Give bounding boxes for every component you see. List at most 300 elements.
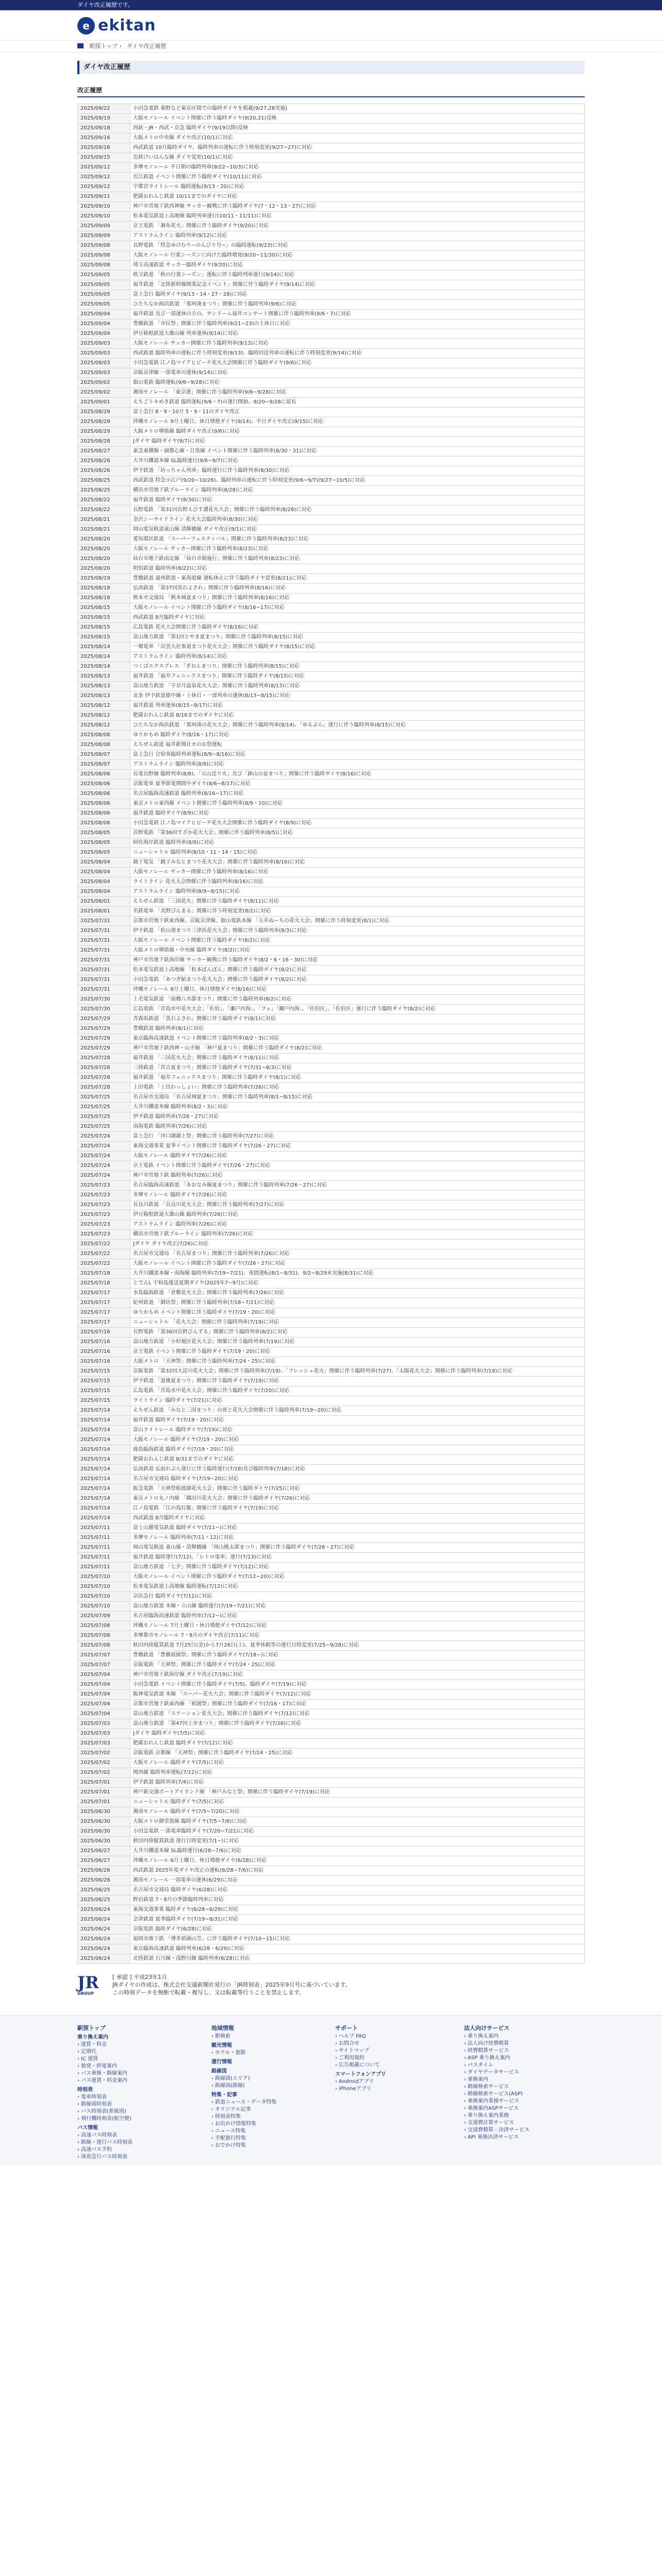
table-row bbox=[78, 985, 585, 995]
footer-link[interactable]: › ニュース特集 bbox=[211, 2128, 277, 2135]
row-description: 湘南モノレール 臨時ダイヤ(7/5~7/20)に対応 bbox=[130, 1807, 585, 1817]
row-date: 2025/09/15 bbox=[78, 153, 130, 163]
row-description: えちぜん鉄道 「三国花火」開催に伴う臨時ダイヤ(8/11)に対応 bbox=[130, 897, 585, 907]
footer-link[interactable]: › 運賃・料金 bbox=[77, 2041, 133, 2048]
row-date: 2025/07/03 bbox=[78, 1739, 130, 1749]
table-row bbox=[78, 133, 585, 143]
table-row bbox=[78, 182, 585, 192]
row-description: 多摩モノレール 平日朝の臨時列車(9/22~10/3)に対応 bbox=[130, 163, 585, 173]
row-date: 2025/07/14 bbox=[78, 1514, 130, 1523]
footer-link[interactable]: › 始発・終電案内 bbox=[77, 2063, 133, 2070]
row-date: 2025/07/10 bbox=[78, 1602, 130, 1612]
row-description: 熊本市交通局 「熊本城夏まつり」開催に伴う臨時列車(8/16)に対応 bbox=[130, 594, 585, 603]
row-date: 2025/08/28 bbox=[78, 437, 130, 447]
table-row bbox=[78, 241, 585, 251]
row-description: 秩父鉄道 「秋の行楽シーズン」運転に伴う臨時列車運行(9/14)に対応 bbox=[130, 270, 585, 280]
footer-link[interactable]: › Androidアプリ bbox=[335, 2078, 386, 2086]
row-date: 2025/09/03 bbox=[78, 349, 130, 359]
footer-link[interactable]: › ホテル・旅館 bbox=[211, 2049, 277, 2057]
footer-link[interactable]: › 路線検索サービス(ASP) bbox=[464, 2091, 529, 2098]
row-date: 2025/07/10 bbox=[78, 1572, 130, 1582]
table-row bbox=[78, 740, 585, 750]
table-row bbox=[78, 1778, 585, 1788]
table-row bbox=[78, 1895, 585, 1905]
row-date: 2025/07/31 bbox=[78, 917, 130, 926]
row-date: 2025/08/12 bbox=[78, 721, 130, 731]
row-description: ライトライン 花火大会開催に伴う臨時列車(8/16)に対応 bbox=[130, 877, 585, 887]
table-row bbox=[78, 1749, 585, 1758]
table-row bbox=[78, 672, 585, 682]
row-date: 2025/09/10 bbox=[78, 202, 130, 212]
footer-link[interactable]: › 高速バス時刻表 bbox=[77, 2132, 133, 2139]
footer-link[interactable]: › IC 運賃 bbox=[77, 2056, 133, 2063]
row-date: 2025/07/14 bbox=[78, 1484, 130, 1494]
top-notice-bar bbox=[0, 0, 662, 10]
row-date: 2025/08/15 bbox=[78, 623, 130, 633]
footer-link[interactable]: › 時刻表特集 bbox=[211, 2113, 277, 2121]
footer-link[interactable]: › お問合せ bbox=[335, 2040, 386, 2047]
table-row bbox=[78, 633, 585, 642]
section-title: 改正履歴 bbox=[77, 86, 585, 97]
footer-link[interactable]: › バス時刻表(系統別) bbox=[77, 2108, 133, 2115]
table-row bbox=[78, 1347, 585, 1357]
row-date: 2025/08/05 bbox=[78, 828, 130, 838]
row-description: 伊豆箱根鉄道大雄山線 臨時列車(7/26)に対応 bbox=[130, 1210, 585, 1220]
row-description: 神戸市営地下鉄海岸線 サッカー観戦に伴う臨時ダイヤ(8/2・6・16・30)に対応 bbox=[130, 956, 585, 965]
footer-link[interactable]: › iPhoneアプリ bbox=[335, 2086, 386, 2093]
row-date: 2025/07/01 bbox=[78, 1798, 130, 1807]
footer-group-title[interactable]: 運行情報 bbox=[211, 2059, 232, 2065]
row-description: 名鉄電車 「美野ぴんまる」開催に伴う時刻変更(8/2)に対応 bbox=[130, 907, 585, 917]
table-row bbox=[78, 975, 585, 985]
row-description: 東海交通事業 臨時ダイヤ(6/28~6/29)に対応 bbox=[130, 1905, 585, 1915]
row-date: 2025/07/16 bbox=[78, 1347, 130, 1357]
table-row bbox=[78, 456, 585, 466]
table-row bbox=[78, 1240, 585, 1249]
footer-link[interactable]: › 乗換案内ASPサービス bbox=[464, 2105, 529, 2112]
row-description: 富山地方鉄道 「七夕」開催に伴う臨時ダイヤ(7/12)に対応 bbox=[130, 1563, 585, 1572]
footer-link[interactable]: › パスタイム bbox=[464, 2062, 529, 2069]
row-date: 2025/07/14 bbox=[78, 1475, 130, 1484]
table-row bbox=[78, 965, 585, 975]
table-row bbox=[78, 192, 585, 202]
row-date: 2025/07/22 bbox=[78, 1249, 130, 1259]
row-date: 2025/07/17 bbox=[78, 1289, 130, 1298]
breadcrumb-home-link[interactable]: 駅探トップ bbox=[89, 43, 118, 49]
row-description: 長野電鉄 「特急ゆけむり~のんびり号~」の臨時運転(9/23)に対応 bbox=[130, 241, 585, 251]
row-description: 京浜急行 臨時ダイヤ(7/12)に対応 bbox=[130, 1592, 585, 1602]
table-row bbox=[78, 1318, 585, 1328]
row-description: 富山地方鉄道 「宇奈月温泉花火大会」開催に伴う臨時列車(8/13)に対応 bbox=[130, 682, 585, 691]
row-description: 西武鉄道 10月臨時ダイヤ、臨時列車の運転に伴う時刻変更(9/27~27)に対応 bbox=[130, 143, 585, 153]
row-description: 広島電鉄 「宮島水中花火大会」開催に伴う臨時ダイヤ(7/20)に対応 bbox=[130, 1386, 585, 1396]
footer-column-heading[interactable]: サポート bbox=[335, 2025, 358, 2031]
table-row bbox=[78, 1112, 585, 1122]
table-row bbox=[78, 1494, 585, 1504]
row-date: 2025/07/09 bbox=[78, 1612, 130, 1621]
row-description: 大阪モノレール サッカー開催に伴う臨時列車(8/16)に対応 bbox=[130, 868, 585, 877]
table-row bbox=[78, 1191, 585, 1200]
row-date: 2025/08/15 bbox=[78, 603, 130, 613]
footer-column-heading[interactable]: 駅探トップ bbox=[77, 2025, 106, 2031]
row-date: 2025/07/15 bbox=[78, 1396, 130, 1406]
table-row bbox=[78, 290, 585, 300]
row-description: 名古屋市交通局 臨時ダイヤ(6/28)に対応 bbox=[130, 1886, 585, 1895]
table-row bbox=[78, 1132, 585, 1142]
row-description: 多摩モノレール 臨時ダイヤ(7/26)に対応 bbox=[130, 1191, 585, 1200]
table-row bbox=[78, 1259, 585, 1269]
table-row bbox=[78, 1328, 585, 1337]
home-icon[interactable] bbox=[77, 43, 84, 48]
row-date: 2025/07/23 bbox=[78, 1191, 130, 1200]
row-description: 秋田内陸縦貫鉄道 運行日時変更(7/1~)に対応 bbox=[130, 1837, 585, 1846]
footer-column-heading[interactable]: 法人向けサービス bbox=[464, 2025, 509, 2031]
row-description: 仙台市地下鉄南北線 「仙台市制施行」開催に伴う臨時列車(8/23)に対応 bbox=[130, 554, 585, 564]
table-row bbox=[78, 1279, 585, 1289]
footer-link[interactable]: › 路線・運行バス時刻表 bbox=[77, 2139, 133, 2146]
site-header bbox=[0, 10, 662, 40]
row-description: 北陸鉄道 石川線・浅野川線 臨時列車(6/28)に対応 bbox=[130, 1954, 585, 1964]
row-date: 2025/08/20 bbox=[78, 545, 130, 554]
table-row bbox=[78, 398, 585, 408]
row-description: 富山地方鉄道 「第1回とやま夏まつり」開催に伴う臨時列車(8/15)に対応 bbox=[130, 633, 585, 642]
footer-link[interactable]: › 飛行機時刻表(航空便) bbox=[77, 2115, 133, 2123]
row-date: 2025/08/04 bbox=[78, 858, 130, 868]
row-date: 2025/09/03 bbox=[78, 359, 130, 368]
table-row bbox=[78, 349, 585, 359]
row-date: 2025/07/02 bbox=[78, 1749, 130, 1758]
row-date: 2025/09/04 bbox=[78, 319, 130, 329]
table-row bbox=[78, 1612, 585, 1621]
table-row bbox=[78, 956, 585, 965]
footer-link[interactable]: › 定期代 bbox=[77, 2048, 133, 2056]
row-date: 2025/08/22 bbox=[78, 505, 130, 515]
footer-link[interactable]: › 路線図(路線) bbox=[211, 2082, 277, 2090]
row-description: 福井鉄道 「福井フェニックスまつり」開催に伴う臨時ダイヤ(8/15)に対応 bbox=[130, 672, 585, 682]
table-row bbox=[78, 1768, 585, 1778]
row-description: ひたちなか海浜鉄道 「那珂湊まつり」開催に伴う臨時列車(9/6)に対応 bbox=[130, 300, 585, 310]
row-date: 2025/07/23 bbox=[78, 1230, 130, 1240]
table-row bbox=[78, 359, 585, 368]
row-description: 富士急行 「河口湖湖上祭」開催に伴う臨時列車(7/27)に対応 bbox=[130, 1132, 585, 1142]
row-date: 2025/09/11 bbox=[78, 192, 130, 202]
row-description: 京王電鉄 イベント開催に伴う臨時ダイヤ(7/19・20)に対応 bbox=[130, 1347, 585, 1357]
footer-link[interactable]: › 電車時刻表 bbox=[77, 2094, 133, 2101]
row-date: 2025/08/06 bbox=[78, 789, 130, 799]
footer-group-title[interactable]: 乗り換え案内 bbox=[77, 2035, 108, 2040]
row-description: 富山地方鉄道 「小杉地区花火大会」開催に伴う臨時列車(7/19)に対応 bbox=[130, 1337, 585, 1347]
row-date: 2025/07/03 bbox=[78, 1729, 130, 1739]
row-date: 2025/08/08 bbox=[78, 740, 130, 750]
footer-link[interactable]: › サイトマップ bbox=[335, 2047, 386, 2055]
row-description: 宇都宮ライトレール 臨時運転(9/13・20)に対応 bbox=[130, 182, 585, 192]
table-row bbox=[78, 222, 585, 231]
table-row bbox=[78, 1416, 585, 1426]
row-date: 2025/09/18 bbox=[78, 124, 130, 133]
row-date: 2025/07/10 bbox=[78, 1592, 130, 1602]
row-description: 伊豆箱根鉄道大雄山線 列車運休(9/14)に対応 bbox=[130, 329, 585, 339]
row-description: 埼玉高速鉄道 サッカー臨時ダイヤ(9/20)に対応 bbox=[130, 261, 585, 270]
row-description: 京阪京津線 一部電車の運休(9/14)に対応 bbox=[130, 368, 585, 378]
footer-link[interactable]: › バス乗換・路線案内 bbox=[77, 2070, 133, 2077]
row-date: 2025/07/31 bbox=[78, 956, 130, 965]
footer-link[interactable]: › ダイヤデータサービス bbox=[464, 2069, 529, 2076]
row-description: 関西線 臨時列車運転(7/12)に対応 bbox=[130, 1768, 585, 1778]
row-date: 2025/07/14 bbox=[78, 1465, 130, 1475]
table-row bbox=[78, 1866, 585, 1876]
row-date: 2025/07/11 bbox=[78, 1523, 130, 1533]
row-description: 福井鉄道 「三国花火大会」開催に伴う臨時ダイヤ(8/11)に対応 bbox=[130, 1054, 585, 1063]
table-row bbox=[78, 917, 585, 926]
table-row bbox=[78, 1680, 585, 1690]
row-description: 沖縄モノレール 9月土曜日、休日増便ダイヤ(9/14)、平日ダイヤ改正(9/15)に対応 bbox=[130, 417, 585, 427]
row-date: 2025/06/26 bbox=[78, 1876, 130, 1886]
footer-group-title[interactable]: 時刻表 bbox=[77, 2087, 93, 2093]
row-description: アストラムライン 臨時列車(8/9)に対応 bbox=[130, 760, 585, 770]
row-description: 横浜市営地下鉄ブルーライン 臨時列車(7/26)に対応 bbox=[130, 1230, 585, 1240]
table-row bbox=[78, 1690, 585, 1700]
row-description: 湘南モノレール 一部電車の運休(6/29)に対応 bbox=[130, 1876, 585, 1886]
footer-link[interactable]: › ご利用規約 bbox=[335, 2055, 386, 2062]
footer-group-title[interactable]: バス情報 bbox=[77, 2125, 98, 2131]
row-date: 2025/07/02 bbox=[78, 1758, 130, 1768]
footer-link[interactable]: › 路線検索サービス bbox=[464, 2083, 529, 2091]
footer-link[interactable]: › お出かけ情報特集 bbox=[211, 2121, 277, 2128]
row-description: 小田急電鉄 江ノ島マイアヒビーチ花火大会開催に伴う臨時ダイヤ(8/9)に対応 bbox=[130, 819, 585, 828]
footer-link[interactable]: › 駅検索 bbox=[211, 2033, 277, 2040]
row-date: 2025/08/05 bbox=[78, 848, 130, 858]
table-row bbox=[78, 388, 585, 398]
row-date: 2025/08/07 bbox=[78, 760, 130, 770]
footer-link[interactable]: › 路線図時刻表 bbox=[77, 2101, 133, 2108]
row-date: 2025/09/16 bbox=[78, 133, 130, 143]
table-row bbox=[78, 1739, 585, 1749]
footer-group-title[interactable]: 観光情報 bbox=[211, 2043, 232, 2048]
row-date: 2025/07/29 bbox=[78, 1014, 130, 1024]
row-date: 2025/07/08 bbox=[78, 1641, 130, 1651]
footer-group-title[interactable]: 特集・記事 bbox=[211, 2092, 237, 2098]
row-description: 長野電鉄 「第31回長野えびす講花火大会」開催に伴う臨時列車(8/28)に対応 bbox=[130, 505, 585, 515]
row-date: 2025/09/22 bbox=[78, 104, 130, 114]
row-description: Jダイヤ 臨時ダイヤ(7/5)に対応 bbox=[130, 1729, 585, 1739]
row-description: 愛知環状鉄道 「スーパーフェスティバル」開催に伴う臨時列車(8/23)に対応 bbox=[130, 535, 585, 545]
footer-group-title[interactable]: スマートフォンアプリ bbox=[335, 2072, 386, 2077]
table-row bbox=[78, 447, 585, 456]
jr-notice-line: [ 承認 ] 平成23年1月 bbox=[112, 1974, 168, 1980]
row-date: 2025/09/19 bbox=[78, 114, 130, 124]
row-description: 広島電鉄 花火大会開催に伴う臨時ダイヤ(8/16)に対応 bbox=[130, 623, 585, 633]
row-date: 2025/07/17 bbox=[78, 1308, 130, 1318]
footer-link[interactable]: › バス運賃・料金案内 bbox=[77, 2077, 133, 2084]
row-date: 2025/07/11 bbox=[78, 1563, 130, 1572]
table-row bbox=[78, 1709, 585, 1719]
row-date: 2025/06/24 bbox=[78, 1915, 130, 1925]
table-row bbox=[78, 1073, 585, 1083]
row-date: 2025/07/04 bbox=[78, 1690, 130, 1700]
row-description: 福井鉄道 臨時ダイヤ(8/30)に対応 bbox=[130, 496, 585, 505]
row-description: 肥薩おれんじ鉄道 8/31までのダイヤに対応 bbox=[130, 1455, 585, 1465]
row-description: 金沢シーサイドライン 花火大会臨時列車(8/30)に対応 bbox=[130, 515, 585, 525]
footer-column bbox=[335, 2025, 386, 2093]
row-description: 多摩都市モノレール 7・8月のダイヤ改正(7/11)に対応 bbox=[130, 1631, 585, 1641]
table-row bbox=[78, 926, 585, 936]
jr-notice-line: JRダイヤの作成は、株式会社交通新聞社発行の「JR時刻表」2025年9月号に基づいています。 bbox=[112, 1981, 351, 1988]
table-row bbox=[78, 564, 585, 574]
table-row bbox=[78, 1386, 585, 1396]
footer-link[interactable]: › ヘルプ FAQ bbox=[335, 2033, 386, 2040]
row-date: 2025/08/29 bbox=[78, 408, 130, 417]
row-date: 2025/08/14 bbox=[78, 642, 130, 652]
table-row bbox=[78, 848, 585, 858]
row-description: 大阪モノレール 行楽シーズンに向けた臨時増発(9/20~11/30)に対応 bbox=[130, 251, 585, 261]
footer-link[interactable]: › オリジナル記事 bbox=[211, 2106, 277, 2113]
table-row bbox=[78, 1445, 585, 1455]
table-row bbox=[78, 319, 585, 329]
row-description: えちぜん鉄道 「みなと三国まつり」の夜と花火大会開催に伴う臨時列車(7/19~20)に対応 bbox=[130, 1406, 585, 1416]
row-date: 2025/08/14 bbox=[78, 652, 130, 662]
table-row bbox=[78, 877, 585, 887]
table-row bbox=[78, 1014, 585, 1024]
row-description: 松本電気鉄道上高地線 臨時列車運行(10/11・11/11)に対応 bbox=[130, 212, 585, 222]
row-description: 伊予鉄道 臨時列車(7/4)に対応 bbox=[130, 1778, 585, 1788]
table-row bbox=[78, 868, 585, 877]
row-date: 2025/08/19 bbox=[78, 574, 130, 584]
row-description: 福井鉄道 臨時運行(7/12)、「レトロ電車」運行(7/13)に対応 bbox=[130, 1553, 585, 1563]
row-description: 阪急電鉄 「天神祭船渡御花火大会」開催に伴う臨時ダイヤ(7/25)に対応 bbox=[130, 1484, 585, 1494]
row-date: 2025/07/10 bbox=[78, 1582, 130, 1592]
table-row bbox=[78, 251, 585, 261]
row-description: 一畑電車 「出雲大社参道まつり花火大会」開催に伴う臨時ダイヤ(8/15)に対応 bbox=[130, 642, 585, 652]
table-row bbox=[78, 1915, 585, 1925]
row-description: 京阪電鉄 臨時ダイヤ(6/28)に対応 bbox=[130, 1925, 585, 1935]
row-description: 阿佐海岸鉄道 臨時列車(8/9)に対応 bbox=[130, 838, 585, 848]
row-date: 2025/09/16 bbox=[78, 143, 130, 153]
row-description: 肥薩おれんじ鉄道 臨時ダイヤ(7/12)に対応 bbox=[130, 1739, 585, 1749]
table-row bbox=[78, 143, 585, 153]
row-description: Jダイヤ 臨時ダイヤ(9/7)に対応 bbox=[130, 437, 585, 447]
site-logo[interactable] bbox=[77, 16, 156, 35]
row-description: 大阪モノレール サッカー開催に伴う臨時列車(9/13)に対応 bbox=[130, 339, 585, 349]
footer-link[interactable]: › 広告掲載について bbox=[335, 2062, 386, 2069]
table-row bbox=[78, 173, 585, 182]
row-date: 2025/09/12 bbox=[78, 173, 130, 182]
row-date: 2025/07/31 bbox=[78, 985, 130, 995]
footer-link[interactable]: › 乗り換え案内業務 bbox=[464, 2112, 529, 2120]
footer-link[interactable]: › 交通費計算サービス bbox=[464, 2120, 529, 2127]
footer-link[interactable]: › 乗換案内業務サービス bbox=[464, 2098, 529, 2105]
row-description: 会津鉄道 夏季臨時ダイヤ(7/19~8/31)に対応 bbox=[130, 1915, 585, 1925]
table-row bbox=[78, 1230, 585, 1240]
table-row bbox=[78, 1651, 585, 1660]
row-date: 2025/09/08 bbox=[78, 241, 130, 251]
row-date: 2025/08/08 bbox=[78, 731, 130, 740]
footer-link[interactable]: › 手配旅行特集 bbox=[211, 2135, 277, 2142]
table-row bbox=[78, 1660, 585, 1670]
table-row bbox=[78, 1475, 585, 1484]
table-row bbox=[78, 1553, 585, 1563]
row-description: 横浜市営地下鉄ブルーライン 臨時列車(8/28)に対応 bbox=[130, 486, 585, 496]
row-date: 2025/09/03 bbox=[78, 339, 130, 349]
footer-link[interactable]: › 経費精算サービス bbox=[464, 2047, 529, 2055]
row-description: Jダイヤ ダイヤ改正(7/26)に対応 bbox=[130, 1240, 585, 1249]
footer-link[interactable]: › 乗り換え案内 bbox=[464, 2033, 529, 2040]
row-description: 南海電鉄 臨時列車(7/26)に対応 bbox=[130, 1122, 585, 1132]
row-date: 2025/08/06 bbox=[78, 819, 130, 828]
row-date: 2025/07/28 bbox=[78, 1083, 130, 1093]
row-date: 2025/07/29 bbox=[78, 1024, 130, 1034]
row-description: 広島電鉄 「宮島水中花火大会」「佐伯」、「瀬戸内海」、「フェ」「瀬戸内海」、「佐伯区」、「佐伯区」運行に伴う臨時ダイヤ(8/2)に対応 bbox=[130, 1005, 585, 1014]
row-date: 2025/07/23 bbox=[78, 1181, 130, 1191]
table-row bbox=[78, 1406, 585, 1416]
table-row bbox=[78, 476, 585, 486]
row-description: ニューシャトル 臨時列車(8/10・11・14・15)に対応 bbox=[130, 848, 585, 858]
row-description: 大井川鐵道本線 臨時列車(8/2・3)に対応 bbox=[130, 1103, 585, 1112]
table-row bbox=[78, 104, 585, 114]
row-description: 西武鉄道 8月臨時ダイヤに対応 bbox=[130, 1514, 585, 1523]
row-description: 江ノ島電鉄 「江の島灯籠」開催に伴う臨時ダイヤ(7/19)に対応 bbox=[130, 1504, 585, 1514]
footer-link[interactable]: › 鉄道ニュース・データ特集 bbox=[211, 2099, 277, 2106]
row-date: 2025/08/25 bbox=[78, 486, 130, 496]
row-date: 2025/09/04 bbox=[78, 310, 130, 319]
table-row bbox=[78, 437, 585, 447]
footer-link[interactable]: › ASP 乗り換え案内 bbox=[464, 2055, 529, 2062]
row-description: 小田急電鉄 「あつぎ鮎まつり花火大会」開催に伴う臨時ダイヤ(8/2)に対応 bbox=[130, 975, 585, 985]
row-date: 2025/07/30 bbox=[78, 995, 130, 1005]
row-date: 2025/08/20 bbox=[78, 554, 130, 564]
row-date: 2025/07/04 bbox=[78, 1709, 130, 1719]
row-date: 2025/08/29 bbox=[78, 427, 130, 437]
footer-link[interactable]: › 深夜急行バス時刻表 bbox=[77, 2154, 133, 2161]
row-date: 2025/07/23 bbox=[78, 1200, 130, 1210]
row-description: 神戸市営地下鉄西神・山手線 「神戸夏まつり」開催に伴う臨時ダイヤ(8/2)に対応 bbox=[130, 1044, 585, 1054]
table-row bbox=[78, 809, 585, 819]
jr-notice-line: この時刻データを無断で転載・複写し、又は転載等行うことを禁止します。 bbox=[112, 1989, 305, 1996]
row-description: 東急東横線・副都心線・目黒線 イベント開催に伴う臨時列車(8/30・31)に対応 bbox=[130, 447, 585, 456]
row-description: 近鉄けいはんな線 ダイヤ変更(10/1)に対応 bbox=[130, 153, 585, 163]
row-date: 2025/08/20 bbox=[78, 535, 130, 545]
table-row bbox=[78, 1514, 585, 1523]
row-date: 2025/07/17 bbox=[78, 1318, 130, 1328]
row-description: 岡山電気軌道 東山線・清輝橋線 「岡山桃太郎まつり」開催に伴う臨時ダイヤ(7/26・27)に対応 bbox=[130, 1543, 585, 1553]
row-description: 松本電気鉄道上高地線 臨時運転(7/12)に対応 bbox=[130, 1582, 585, 1592]
footer-link[interactable]: › 乗換案内 bbox=[464, 2076, 529, 2083]
table-row bbox=[78, 1572, 585, 1582]
row-date: 2025/08/05 bbox=[78, 838, 130, 848]
row-description: 豊橋鉄道 遠州鉄道・東海道線 運転休止に伴う臨時ダイヤ変更(8/21)に対応 bbox=[130, 574, 585, 584]
footer-column-heading[interactable]: 地域情報 bbox=[211, 2025, 234, 2031]
table-row bbox=[78, 1269, 585, 1279]
row-description: 大井川鐵道本線 SL臨時運行(6/28~7/6)に対応 bbox=[130, 1846, 585, 1856]
row-description: 秋田内陸縦貫鉄道 7月25日(金)から7月26日(土)、夏季休暇等の運行日時変更(7/25~9/28)に対応 bbox=[130, 1641, 585, 1651]
footer-link[interactable]: › 高速バス予約 bbox=[77, 2146, 133, 2154]
row-description: 大井川鐵道本線・南海線 臨時列車(7/19~7/21)、夜間運転(8/1~8/31)、9/2~8/29未実施(8/31)に対応 bbox=[130, 1269, 585, 1279]
table-row bbox=[78, 682, 585, 691]
row-date: 2025/07/14 bbox=[78, 1455, 130, 1465]
footer-group-title[interactable]: 路線図 bbox=[211, 2069, 227, 2074]
table-row bbox=[78, 378, 585, 388]
row-description: ゆりかもめ イベント開催に伴う臨時ダイヤ(7/19・20)に対応 bbox=[130, 1308, 585, 1318]
row-description: アストラムライン 臨時列車(7/26)に対応 bbox=[130, 1220, 585, 1230]
jr-logo bbox=[77, 1973, 107, 1996]
footer-link[interactable]: › 交通費精算 - 決済サービス bbox=[464, 2127, 529, 2134]
footer-link[interactable]: › 路線図(エリア) bbox=[211, 2075, 277, 2082]
row-description: 大阪モノレール イベント開催に伴う臨時ダイヤ(8/16~17)に対応 bbox=[130, 603, 585, 613]
footer-link[interactable]: › API 乗換決済サービス bbox=[464, 2134, 529, 2141]
table-row bbox=[78, 1054, 585, 1063]
row-description: 松本電気鉄道上高地線 「松本ぼんぼん」開催に伴う臨時ダイヤ(8/2)に対応 bbox=[130, 965, 585, 975]
footer-link[interactable]: › 法人向け経費精算 bbox=[464, 2040, 529, 2047]
footer-link[interactable]: › おでかけ特集 bbox=[211, 2142, 277, 2149]
